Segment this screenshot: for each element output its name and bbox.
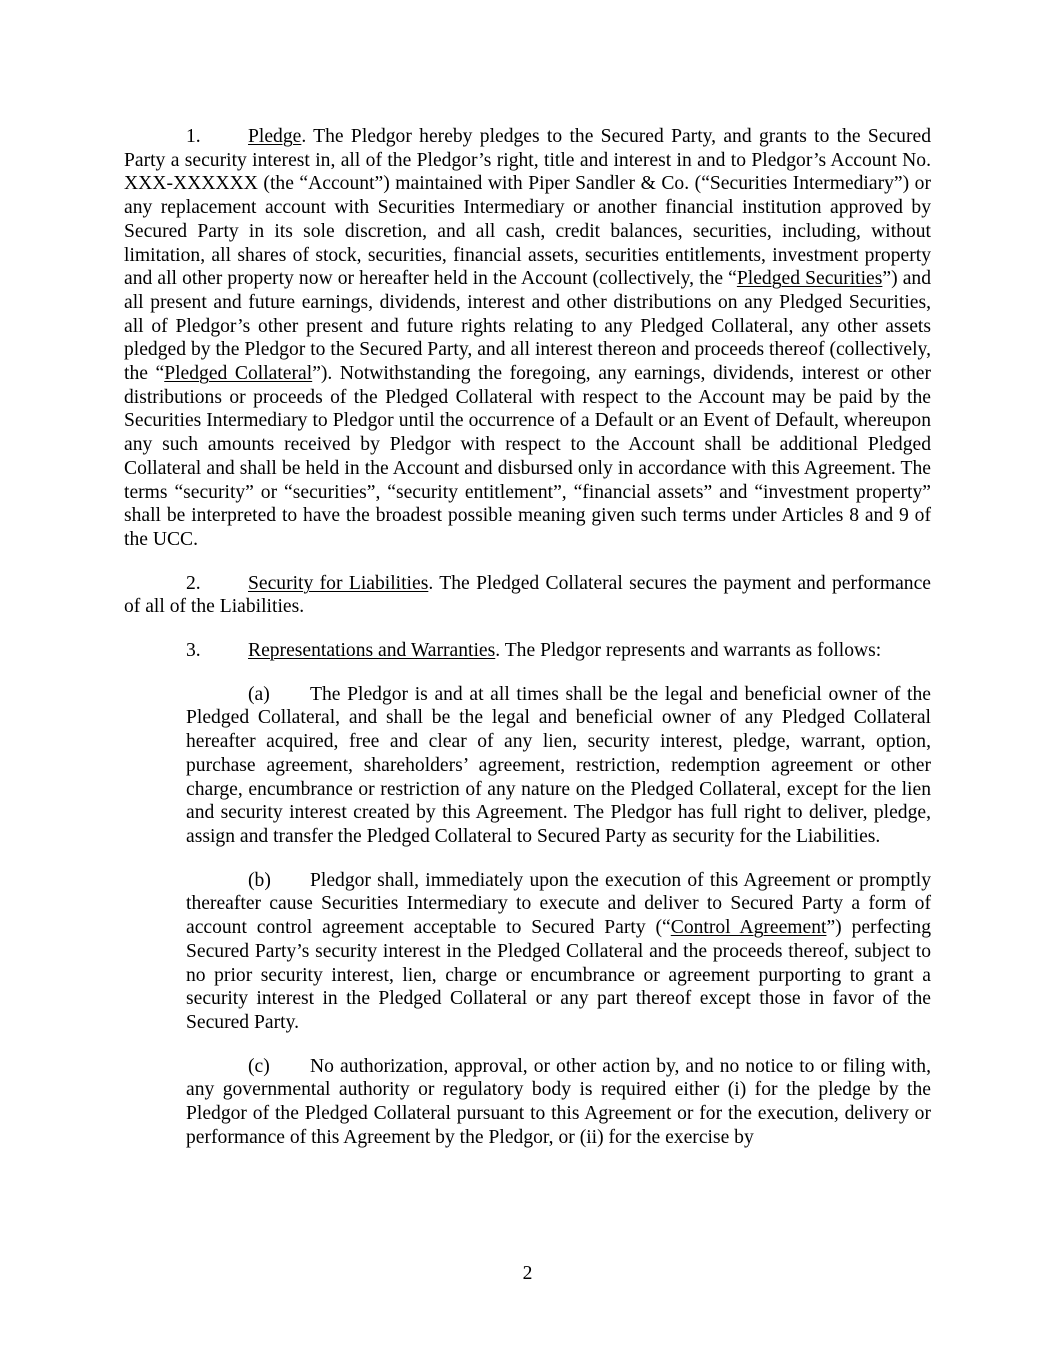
- section-2-security-for-liabilities: [124, 572, 931, 619]
- subsection-text: No authorization, approval, or other action by, and no notice to or filing with, any governmental authority or regulatory body is required either (i) for the pledge by the Pledgor of the Pledged Collateral pursuant to this Agreement or for the execution, delivery or performance of this Agreement by the Pledgor, or (ii) for the exercise by: [186, 1055, 931, 1148]
- section-text: ”) and all present and future earnings, dividends, interest and other distributions on any Pledged Securities, all of Pledgor’s other present and future rights relating to any Pledged Collateral, any other assets pledged by the Pledgor to the Secured Party, and all interest thereon and proceeds thereof (collectively, the “: [124, 268, 931, 385]
- subsection-b: [186, 869, 931, 1035]
- subsection-label: (a): [248, 683, 270, 705]
- section-heading-representations: Representations and Warranties: [248, 640, 496, 662]
- defined-term-pledged-collateral: Pledged Collateral: [164, 363, 313, 385]
- section-text: . The Pledged Collateral secures the payment and performance of all of the Liabilities.: [124, 572, 931, 618]
- subsection-text: The Pledgor is and at all times shall be the legal and beneficial owner of the Pledged Collateral, and shall be the legal and beneficial owner of any Pledged Collateral hereafter acquired, free and clear of any lien, security interest, pledge, warrant, option, purchase agreement, shareholders’ agreement, restriction, redemption agreement or other charge, encumbrance or restriction of any nature on the Pledged Collateral, except for the lien and security interest created by this Agreement. The Pledgor has full right to deliver, pledge, assign and transfer the Pledged Collateral to Secured Party as security for the Liabilities.: [186, 683, 931, 847]
- subsection-text: ”) perfecting Secured Party’s security interest in the Pledged Collateral and the proceeds thereof, subject to no prior security interest, lien, charge or encumbrance or agreement purporting to grant a security interest in the Pledged Collateral or any part thereof except those in favor of the Secured Party.: [186, 917, 931, 1033]
- defined-term-control-agreement: Control Agreement: [670, 917, 827, 939]
- section-heading-pledge: Pledge: [248, 126, 302, 147]
- section-number: 1.: [186, 126, 201, 147]
- subsection-text: Pledgor shall, immediately upon the execution of this Agreement or promptly thereafter cause Securities Intermediary to execute and deliver to Secured Party a form of account control agreement acceptable to Secured Party (“: [186, 869, 931, 939]
- subsection-label: (c): [248, 1055, 270, 1077]
- section-number: 2.: [186, 572, 201, 594]
- section-3-representations: [124, 639, 931, 663]
- page-number: 2: [522, 1263, 533, 1284]
- section-number: 3.: [186, 640, 201, 662]
- section-1-pledge: [124, 125, 931, 552]
- section-text: . The Pledgor represents and warrants as follows:: [495, 640, 882, 662]
- section-text: . The Pledgor hereby pledges to the Secured Party, and grants to the Secured Party a security interest in, all of the Pledgor’s right, title and interest in and to Pledgor’s Account No. XXX-XXXXXX (the “Account”) maintained with Piper Sandler & Co. (“Securities Intermediary”) or any replacement account with Securities Intermediary or another financial institution approved by Secured Party in its sole discretion, and all cash, credit balances, securities, including, without limitation, all shares of stock, securities, financial assets, securities entitlements, investment property and all other property now or hereafter held in the Account (collectively, the “: [124, 126, 931, 290]
- section-text: ”). Notwithstanding the foregoing, any earnings, dividends, interest or other distributions or proceeds of the Pledged Collateral with respect to the Account may be paid by the Securities Intermediary to Pledgor until the occurrence of a Default or an Event of Default, whereupon any such amounts received by Pledgor with respect to the Account shall be additional Pledged Collateral and shall be held in the Account and disbursed only in accordance with this Agreement. The terms “security” or “securities”, “security entitlement”, “financial assets” and “investment property” shall be interpreted to have the broadest possible meaning given such terms under Articles 8 and 9 of the UCC.: [124, 363, 932, 550]
- subsection-label: (b): [248, 869, 271, 891]
- page-body: [124, 125, 931, 1169]
- section-heading-security-for-liabilities: Security for Liabilities: [248, 572, 429, 594]
- subsection-c: [186, 1055, 931, 1150]
- defined-term-pledged-securities: Pledged Securities: [736, 268, 883, 290]
- subsection-a: [186, 683, 931, 849]
